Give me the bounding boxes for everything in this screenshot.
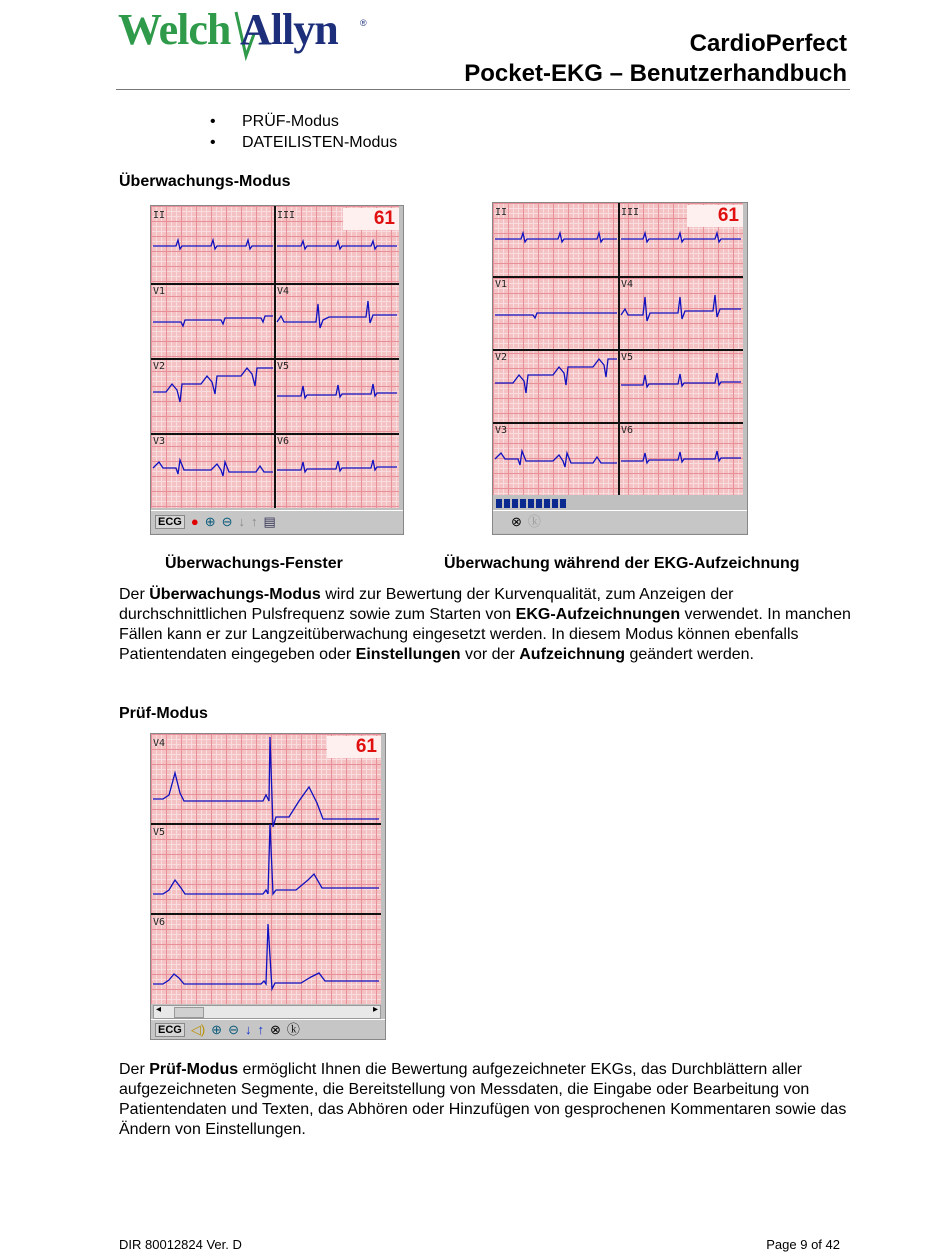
doc-title: CardioPerfect bbox=[689, 30, 847, 57]
heart-rate-display: 61 bbox=[343, 208, 399, 230]
ok-icon[interactable]: ⓚ bbox=[286, 1022, 300, 1037]
ecg-menu-button[interactable]: ECG bbox=[155, 515, 185, 529]
bold-term: Prüf-Modus bbox=[149, 1061, 239, 1078]
text-run: Der bbox=[119, 586, 150, 603]
list-item: • DATEILISTEN-Modus bbox=[210, 134, 398, 151]
mode-bullet-list bbox=[210, 111, 397, 153]
progress-segment bbox=[496, 499, 502, 508]
header-divider bbox=[116, 89, 850, 90]
page-number: Page 9 of 42 bbox=[766, 1237, 840, 1252]
ok-icon[interactable]: ⓚ bbox=[527, 514, 541, 529]
ekg-grid bbox=[151, 734, 381, 1004]
ekg-traces bbox=[493, 203, 743, 495]
speaker-icon[interactable]: ◁) bbox=[190, 1022, 206, 1037]
lead-label: V2 bbox=[495, 352, 508, 363]
svg-text:Welch: Welch bbox=[118, 5, 231, 54]
scroll-right-icon[interactable]: ▸ bbox=[372, 1004, 378, 1015]
recording-window-screenshot bbox=[492, 202, 748, 535]
lead-label: V3 bbox=[153, 436, 166, 447]
lead-label: V5 bbox=[277, 361, 290, 372]
list-item-label: PRÜF-Modus bbox=[242, 113, 339, 130]
ekg-grid bbox=[493, 203, 743, 495]
text-run: ermöglicht Ihnen die Bewertung aufgezeichneter EKGs, das Durchblättern aller aufgezeichneten Segmente, die Bereitstellung von Messdaten, die Eingabe oder Bearbeitung von Patientendaten und Texten, das Abhören oder Hinzufügen von gesprochenen Kommentaren sowie das Ändern von Einstellungen. bbox=[119, 1061, 847, 1138]
lead-label: II bbox=[153, 210, 166, 221]
progress-segment bbox=[544, 499, 550, 508]
ekg-traces bbox=[151, 206, 399, 508]
bold-term: Überwachungs-Modus bbox=[149, 586, 321, 603]
ecg-menu-button[interactable]: ECG bbox=[155, 1023, 185, 1037]
lead-label: V3 bbox=[495, 425, 508, 436]
zoom-in-icon[interactable]: ⊕ bbox=[204, 514, 216, 529]
ekg-traces bbox=[151, 734, 381, 1004]
progress-segment bbox=[504, 499, 510, 508]
record-icon[interactable]: ● bbox=[190, 514, 199, 529]
progress-segment bbox=[520, 499, 526, 508]
monitoring-mode-paragraph bbox=[119, 585, 859, 665]
list-item: • PRÜF-Modus bbox=[210, 113, 339, 130]
arrow-up-icon[interactable]: ↑ bbox=[257, 1022, 264, 1037]
review-window-screenshot bbox=[150, 733, 386, 1040]
zoom-out-icon[interactable]: ⊖ bbox=[221, 514, 233, 529]
text-run: wird zur Bewertung der Kurvenqualität, zum Anzeigen der durchschnittlichen Pulsfrequenz sowie zum Starten von bbox=[119, 586, 734, 623]
bold-term: EKG-Aufzeichnungen bbox=[515, 606, 681, 623]
scroll-thumb[interactable] bbox=[174, 1007, 204, 1018]
progress-segment bbox=[528, 499, 534, 508]
section-heading-review: Prüf-Modus bbox=[119, 705, 208, 722]
zoom-in-icon[interactable]: ⊕ bbox=[211, 1022, 223, 1037]
recording-progress-bar bbox=[496, 499, 566, 508]
arrow-down-icon[interactable]: ↓ bbox=[244, 1022, 252, 1037]
lead-label: V6 bbox=[277, 436, 290, 447]
lead-label: V6 bbox=[153, 917, 166, 928]
arrow-up-icon[interactable]: ↑ bbox=[251, 514, 258, 529]
caption-monitoring-window: Überwachungs-Fenster bbox=[165, 555, 343, 572]
list-item-label: DATEILISTEN-Modus bbox=[242, 134, 398, 151]
lead-label: V4 bbox=[277, 286, 290, 297]
text-run: geändert werden. bbox=[625, 646, 754, 663]
monitor-toolbar bbox=[151, 510, 403, 533]
review-toolbar bbox=[151, 1019, 385, 1040]
doc-subtitle: Pocket-EKG – Benutzerhandbuch bbox=[464, 60, 847, 87]
progress-segment bbox=[560, 499, 566, 508]
text-run: vor der bbox=[460, 646, 520, 663]
review-mode-paragraph bbox=[119, 1060, 859, 1140]
text-run: Der bbox=[119, 1061, 150, 1078]
welch-allyn-logo bbox=[118, 4, 378, 64]
bold-term: Aufzeichnung bbox=[519, 646, 626, 663]
doc-id: DIR 80012824 Ver. D bbox=[119, 1237, 242, 1252]
ekg-grid bbox=[151, 206, 399, 508]
progress-segment bbox=[536, 499, 542, 508]
segment-scrollbar[interactable] bbox=[153, 1005, 381, 1019]
lead-label: V2 bbox=[153, 361, 166, 372]
lead-label: III bbox=[277, 210, 296, 221]
lead-label: V4 bbox=[153, 738, 166, 749]
caption-recording-window: Überwachung während der EKG-Aufzeichnung bbox=[444, 555, 800, 572]
section-heading-monitoring: Überwachungs-Modus bbox=[119, 173, 291, 190]
lead-label: III bbox=[621, 207, 640, 218]
zoom-out-icon[interactable]: ⊖ bbox=[228, 1022, 239, 1037]
save-icon[interactable]: ▤ bbox=[263, 514, 276, 529]
lead-label: V5 bbox=[153, 827, 166, 838]
progress-segment bbox=[512, 499, 518, 508]
text-run: verwendet. In manchen Fällen kann er zur Langzeitüberwachung eingesetzt werden. In diesem Modus können ebenfalls Patientendaten eingegeben oder bbox=[119, 606, 851, 663]
cancel-icon[interactable]: ⊗ bbox=[511, 514, 522, 529]
heart-rate-display: 61 bbox=[327, 736, 381, 758]
lead-label: V5 bbox=[621, 352, 634, 363]
monitoring-window-screenshot bbox=[150, 205, 404, 535]
bold-term: Einstellungen bbox=[355, 646, 461, 663]
arrow-down-icon[interactable]: ↓ bbox=[238, 514, 246, 529]
lead-label: V4 bbox=[621, 279, 634, 290]
lead-label: V1 bbox=[153, 286, 166, 297]
lead-label: V6 bbox=[621, 425, 634, 436]
progress-segment bbox=[552, 499, 558, 508]
svg-text:Allyn: Allyn bbox=[240, 5, 338, 54]
cancel-icon[interactable]: ⊗ bbox=[269, 1022, 281, 1037]
heart-rate-display: 61 bbox=[687, 205, 743, 227]
scroll-left-icon[interactable]: ◂ bbox=[156, 1004, 162, 1015]
lead-label: V1 bbox=[495, 279, 508, 290]
recording-toolbar bbox=[493, 510, 747, 533]
lead-label: II bbox=[495, 207, 508, 218]
svg-text:®: ® bbox=[360, 18, 367, 28]
